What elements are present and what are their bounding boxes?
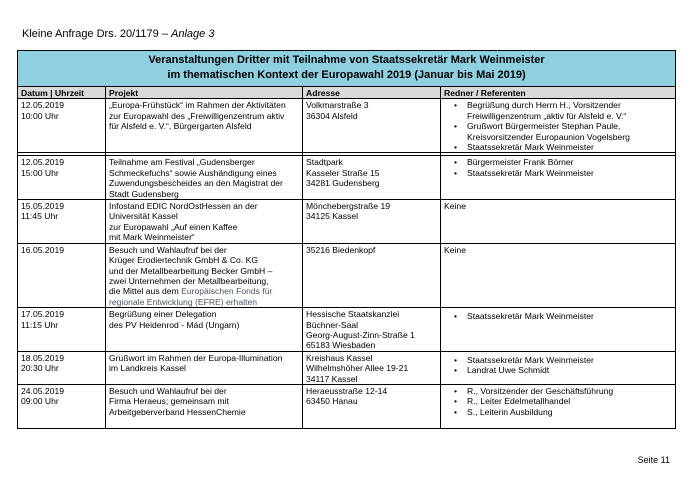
projekt-line: Infostand EDIC NordOstHessen an der (109, 201, 258, 212)
event-date: 12.05.2019 (21, 157, 65, 168)
projekt-line: zur Europawahl „Auf einen Kaffee (109, 221, 238, 232)
cell-redner (441, 156, 676, 200)
adresse-line: Kreishaus Kassel (306, 352, 373, 363)
adresse-line: Hessische Staatskanzlei (306, 309, 400, 320)
redner-item: • Staatssekretär Mark Weinmeister (467, 355, 672, 365)
projekt-line: und der Metallbearbeitung Becker GmbH – (109, 265, 273, 276)
redner-item: • R., Leiter Edelmetallhandel (467, 396, 672, 406)
projekt-line: Krüger Erodiertechnik GmbH & Co. KG (109, 255, 259, 266)
table-header-row (18, 87, 676, 99)
adresse-line: Wilhelmshöher Allee 19-21 (306, 363, 409, 374)
redner-list (444, 386, 672, 417)
projekt-text: die Mittel aus dem (109, 286, 182, 297)
projekt-line: Begrüßung einer Delegation (109, 309, 217, 320)
event-date: 17.05.2019 (21, 309, 65, 320)
adresse-line: Büchner-Saal (306, 319, 359, 330)
adresse-line: Heraeusstraße 12-14 (306, 385, 388, 396)
projekt-line: Besuch und Wahlaufruf bei der (109, 244, 227, 255)
column-header-projekt: Projekt (106, 87, 303, 99)
redner-item: • Staatssekretär Mark Weinmeister (467, 311, 672, 321)
table-row (18, 200, 676, 244)
adresse-line: 34125 Kassel (306, 211, 359, 222)
cell-adresse (303, 99, 441, 153)
event-date: 24.05.2019 (21, 385, 65, 396)
column-header-datum: Datum | Uhrzeit (18, 87, 106, 99)
event-time: 11:45 Uhr (21, 211, 59, 222)
projekt-line: Zuwendungsbescheides an den Magistrat der (109, 178, 283, 189)
events-table (17, 50, 676, 429)
cell-redner (441, 243, 676, 307)
cell-projekt (106, 308, 303, 352)
column-header-redner: Redner / Referenten (441, 87, 676, 99)
cell-datum (18, 308, 106, 352)
page-number: Seite 11 (637, 455, 670, 465)
redner-item: • S., Leiterin Ausbildung (467, 407, 672, 417)
table-row (18, 384, 676, 428)
adresse-line: Volkmarstraße 3 (306, 100, 369, 111)
cell-projekt (106, 243, 303, 307)
cell-datum (18, 384, 106, 428)
cell-projekt (106, 351, 303, 384)
redner-item: • Grußwort Bürgermeister Stephan Paule, Kreisvorsitzender Europaunion Vogelsberg (467, 121, 672, 142)
projekt-line: Schmeckefuchs“ sowie Aushändigung eines (109, 167, 277, 178)
redner-none: Keine (444, 201, 466, 212)
adresse-line: 34117 Kassel (306, 373, 358, 384)
cell-redner (441, 99, 676, 153)
cell-projekt (106, 384, 303, 428)
cell-datum (18, 200, 106, 244)
header-anlage: Anlage 3 (171, 28, 215, 40)
cell-redner (441, 351, 676, 384)
event-date: 18.05.2019 (21, 352, 65, 363)
redner-list (444, 157, 672, 178)
cell-datum (18, 243, 106, 307)
projekt-line: zwei Unternehmen der Metallbearbeitung, (109, 275, 269, 286)
redner-list (444, 355, 672, 376)
projekt-line: Teilnahme am Festival „Gudensberger (109, 157, 255, 168)
cell-adresse (303, 200, 441, 244)
cell-projekt (106, 156, 303, 200)
redner-item: • Begrüßung durch Herrn H., Vorsitzender Freiwilligenzentrum „aktiv für Alsfeld e. V.“ (467, 100, 672, 121)
event-date: 16.05.2019 (21, 244, 65, 255)
projekt-eu-fonds: Europäischen Fonds für (181, 286, 273, 297)
table-title-line-1: Veranstaltungen Dritter mit Teilnahme von Staatssekretär Mark Weinmeister (148, 54, 545, 66)
adresse-line: 36304 Alsfeld (306, 110, 358, 121)
column-header-adresse: Adresse (303, 87, 441, 99)
table-row (18, 351, 676, 384)
event-date: 12.05.2019 (21, 100, 65, 111)
redner-item: • Bürgermeister Frank Börner (467, 157, 672, 167)
projekt-line: im Landkreis Kassel (109, 363, 186, 374)
cell-datum (18, 156, 106, 200)
cell-redner (441, 308, 676, 352)
document-header (22, 28, 214, 40)
adresse-line: 34281 Gudensberg (306, 178, 380, 189)
projekt-line: Arbeitgeberverband HessenChemie (109, 406, 246, 417)
redner-item: • R., Vorsitzender der Geschäftsführung (467, 386, 672, 396)
cell-adresse (303, 351, 441, 384)
event-time: 15:00 Uhr (21, 167, 59, 178)
table-row (18, 156, 676, 200)
adresse-line: Mönchebergstraße 19 (306, 201, 391, 212)
adresse-line: Stadtpark (306, 157, 343, 168)
adresse-line: 35216 Biedenkopf (306, 244, 376, 255)
redner-list (444, 311, 672, 321)
adresse-line: 63450 Hanau (306, 396, 358, 407)
cell-adresse (303, 384, 441, 428)
projekt-line: Stadt Gudensberg (109, 188, 179, 199)
cell-adresse (303, 308, 441, 352)
adresse-line: Georg-August-Zinn-Straße 1 (306, 329, 415, 340)
redner-item: • Landrat Uwe Schmidt (467, 365, 672, 375)
projekt-line: Universität Kassel (109, 211, 178, 222)
event-time: 09:00 Uhr (21, 396, 59, 407)
table-row (18, 243, 676, 307)
header-reference: Kleine Anfrage Drs. 20/1179 – (22, 28, 172, 40)
cell-projekt (106, 200, 303, 244)
event-time: 11:15 Uhr (21, 319, 59, 330)
table-row (18, 99, 676, 153)
table-title-line-2: im thematischen Kontext der Europawahl 2019 (Januar bis Mai 2019) (167, 69, 526, 81)
cell-datum (18, 99, 106, 153)
projekt-line: Besuch und Wahlaufruf bei der (109, 385, 227, 396)
projekt-line: für Alsfeld e. V.“, Bürgergarten Alsfeld (109, 121, 252, 132)
cell-datum (18, 351, 106, 384)
adresse-line: 65183 Wiesbaden (306, 340, 376, 351)
projekt-line: Firma Heraeus; gemeinsam mit (109, 396, 229, 407)
projekt-line: mit Mark Weinmeister“ (109, 232, 195, 243)
event-date: 15.05.2019 (21, 201, 65, 212)
cell-redner (441, 200, 676, 244)
projekt-line: „Europa-Frühstück“ im Rahmen der Aktivitäten (109, 100, 286, 111)
projekt-line: zur Europawahl des „Freiwilligenzentrum aktiv (109, 110, 285, 121)
event-time: 10:00 Uhr (21, 110, 59, 121)
redner-list (444, 100, 672, 152)
table-title (18, 51, 676, 87)
projekt-line: Grußwort im Rahmen der Europa-Illumination (109, 352, 283, 363)
projekt-line: des PV Heidenrod - Mád (Ungarn) (109, 319, 240, 330)
cell-adresse (303, 243, 441, 307)
event-time: 20:30 Uhr (21, 363, 59, 374)
redner-item: • Staatssekretär Mark Weinmeister (467, 142, 672, 152)
cell-adresse (303, 156, 441, 200)
cell-redner (441, 384, 676, 428)
projekt-line (109, 286, 299, 296)
redner-none: Keine (444, 244, 466, 255)
cell-projekt (106, 99, 303, 153)
projekt-eu-fonds-line: regionale Entwicklung (EFRE) erhalten (109, 296, 258, 307)
redner-item: • Staatssekretär Mark Weinmeister (467, 168, 672, 178)
table-row (18, 308, 676, 352)
adresse-line: Kasseler Straße 15 (306, 167, 380, 178)
